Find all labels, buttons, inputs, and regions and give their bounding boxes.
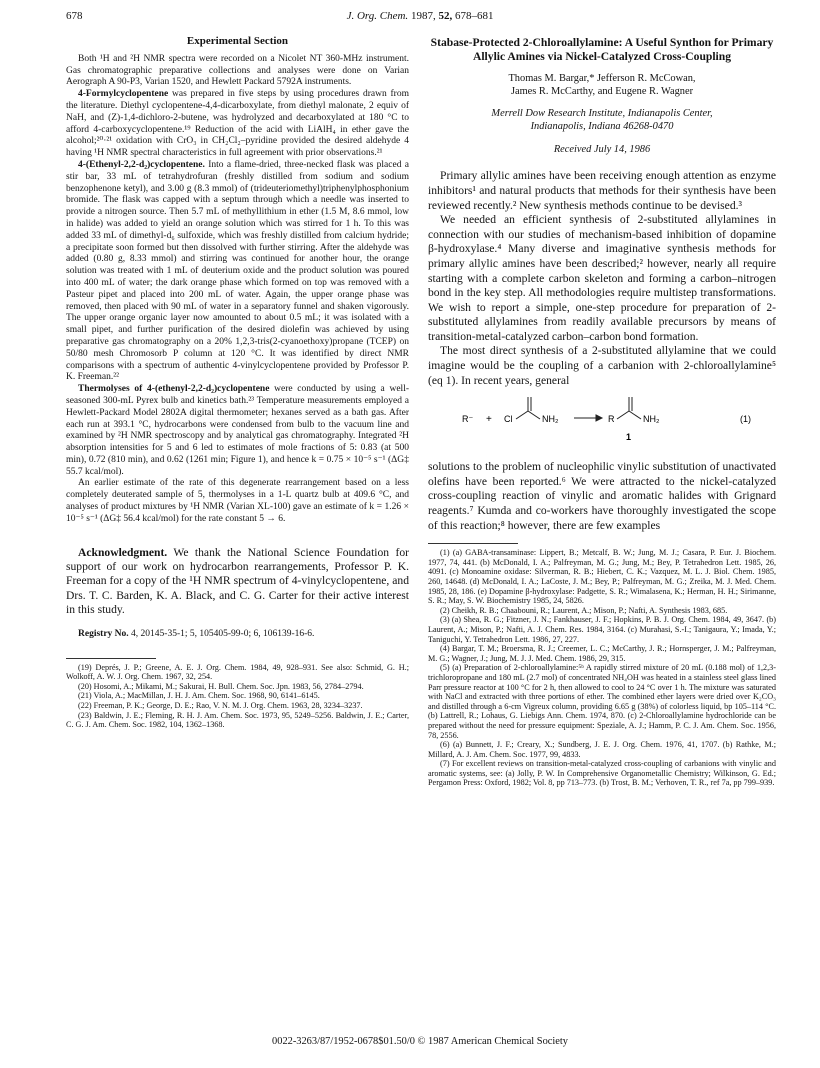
reaction-scheme xyxy=(428,392,776,454)
experimental-section-title: Experimental Section xyxy=(186,35,289,47)
footnote-divider xyxy=(66,658,156,659)
paragraph-lead: 4-(Ethenyl-2,2-d₂)cyclopentene. xyxy=(78,159,205,170)
affiliation-line: Indianapolis, Indiana 46268-0470 xyxy=(530,120,674,132)
amine-label: NH₂ xyxy=(542,414,559,425)
footnote: (6) (a) Bunnett, J. F.; Creary, X.; Sundberg, J. E. J. Org. Chem. 1976, 41, 1707. (b) Rathke, M.; Millard, A. J. Am. Chem. Soc. 1977, 99, 4833. xyxy=(428,740,776,759)
affiliation xyxy=(428,108,776,133)
running-head xyxy=(66,10,774,28)
footnote: (5) (a) Preparation of 2-chloroallylamine:⁵ᵇ A rapidly stirred mixture of 20 mL (0.188 mol) of 1,2,3-trichloropropane and 180 mL (2.7 mol) of concentrated NH₄OH was heated in a stainless steel glass lined Parr pressure reactor at 100 °C for 2 h, then allowed to cool to 24 °C over 1 h. The mixture was saturated with NaCl and extracted with three portions of ether. The combined ether layers were dried over K₂CO₃ and distilled through a 6-cm Vigreux column, providing 6.65 g (38%) of colorless liquid, bp 105–114 °C. (b) Lattrell, R.; Lohaus, G. Liebigs Ann. Chem. 1974, 870. (c) 2-Chloroallylamine hydrochloride can be prepared without the need for pressure equipment: Speziale, A. J.; Hamm, P. C. J. Am. Chem. Soc. 1956, 78, 2556. xyxy=(428,663,776,740)
footnote: (20) Hosomi, A.; Mikami, M.; Sakurai, H. Bull. Chem. Soc. Jpn. 1983, 56, 2784–2794. xyxy=(78,681,364,691)
experimental-paragraph-2 xyxy=(66,89,409,160)
experimental-paragraph-1: Both ¹H and ²H NMR spectra were recorded on a Nicolet NT 360-MHz instrument. Gas chromatographic preparative collections and analyses were done on Varian Aerograph A 90-P3, Varian 1520, and Hewlett Packard 5792A instruments. xyxy=(66,53,409,88)
affiliation-line: Merrell Dow Research Institute, Indianapolis Center, xyxy=(491,108,713,120)
body-paragraph-1: Primary allylic amines have been receiving enough attention as enzyme inhibitors¹ and natural products that methods for their synthesis have been reviewed recently.² New synthesis methods continue to be devised.³ xyxy=(428,169,776,212)
reaction-scheme-svg xyxy=(428,392,776,454)
paragraph-body: Into a flame-dried, three-necked flask was placed a stir bar, 33 mL of tetrahydrofuran (freshly distilled from sodium and sodium benzophenone ketyl), and 3.00 g (8.3 mmol) of (trideuteriomethyl)triphenylphosphonium bromide. The flask was capped with a septum through which a needle was inserted to provide a nitrogen source. Then 5.7 mL of methyllithium in ether (1.5 M, 8.6 mmol, low in halide) was added to yield an orange solution which was stirred for 1 h. To this was added 33 mL of dimethyl-d₆ sulfoxide, which was freshly distilled from calcium hydride; a precipitate soon formed but then dissolved with further stirring. After the aldehyde was added (0.80 g, 8.33 mmol) and stirring was continued for another hour, the orange solution was treated with 1 mL of deuterium oxide and the product solution was poured into 400 mL of water; the dark orange phase which formed on top was removed with a Pasteur pipet and placed into 200 mL of water. Again, the upper orange phase was removed, then placed with 90 mL of water in a separatory funnel and shaken vigorously. The upper orange organic layer now amounted to about 0.5 mL; it was isolated with a small pipet, and further purification of the desired diolefin was achieved by using preparative gas chromatography on a 20% 1,2,3-tris(2-cyanoethoxy)propane (TCEP) on 50/80 mesh Chromosorb P column at 120 °C. It was identified by direct NMR comparisons with a spectrum of authentic 4-vinylcyclopentene provided by Professor P. K. Freeman.²² xyxy=(66,159,409,383)
right-column xyxy=(428,36,776,788)
right-footnotes xyxy=(428,548,776,788)
chloro-label: Cl xyxy=(504,414,513,425)
amine-label: NH₂ xyxy=(643,414,660,425)
substituent-label: R xyxy=(608,414,615,425)
acknowledgment-lead: Acknowledgment. xyxy=(78,545,168,559)
footnote: (4) Bargar, T. M.; Broersma, R. J.; Creemer, L. C.; McCarthy, J. R.; Hornsperger, J. M.; Palfreyman, M. G.; Wagner, J.; Jung, M. J. J. Med. Chem. 1986, 29, 315. xyxy=(428,644,776,663)
footnote: (1) (a) GABA-transaminase: Lippert, B.; Metcalf, B. W.; Jung, M. J.; Casara, P. Eur. J. Biochem. 1977, 74, 441. (b) McDonald, I. A.; Palfreyman, M. G.; Jung, M.; Bey, P. Tetrahedron Lett. 1985, 26, 4091. (c) Monoamine oxidase: Silverman, R. B.; Hiebert, C. K.; Vazquez, M. L. J. Biol. Chem. 1985, 260, 14648. (d) McDonald, I. A.; LaCoste, J. M.; Bey, P.; Palfreyman, M. G.; Zreika, M. J. Med. Chem. 1985, 28, 186. (e) Dopamine β-hydroxylase: Padgette, S. R.; Wimalasena, K.; Herman, H. H.; Sirimanne, S. R.; May, S. W. Biochemistry 1985, 24, 5826. xyxy=(428,548,776,606)
experimental-paragraph-4 xyxy=(66,384,409,478)
left-column xyxy=(66,36,409,730)
body-paragraph-4: solutions to the problem of nucleophilic vinylic substitution of unactivated olefins have been reported.⁶ We were attracted to the nickel-catalyzed cross-coupling reaction of vinylic and aromatic halides with Grignard reagents.⁷ Kumda and co-workers have thoroughly investigated the scope of this reaction;⁸ however, there are few examples xyxy=(428,460,776,532)
left-footnotes xyxy=(66,663,409,730)
experimental-paragraph-5: An earlier estimate of the rate of this degenerate rearrangement based on a less completely deuterated sample of 5, thermolyses in a 1-L quartz bulb at 409.6 °C, and analyses of product mixtures by ¹H NMR (Varian XL-100) gave an estimate of k = 1.26 × 10⁻⁵ s⁻¹ (ΔG‡ 56.4 kcal/mol) for the rate constant 5 → 6. xyxy=(66,478,409,524)
acknowledgment-body: We thank the National Science Foundation for support of our work on hydrocarbon rearrangements, Professor P. K. Freeman for a copy of the ¹H NMR spectrum of 4-vinylcyclopentene, and Drs. T. C. Barden, K. A. Black, and C. G. Carter for their active interest in this study. xyxy=(66,545,409,617)
body-paragraph-3: The most direct synthesis of a 2-substituted allylamine that we could imagine would be the coupling of a carbanion with 2-chloroallylamine⁵ (eq 1). In recent years, general xyxy=(428,344,776,387)
body-paragraph-2: We needed an efficient synthesis of 2-substituted allylamines in connection with our studies of mechanism-based inhibition of dopamine β-hydroxylase.⁴ Many diverse and imaginative synthesis methods for primary allylic amines have been described;² however, nearly all require starting with a complete carbon skeleton and forming a carbon–nitrogen bond in the key step. All methodologies require multistep transformations. We wish to report a simple, one-step procedure for preparation of 2-substituted allylamines from readily available precursors by means of transition-metal-catalyzed carbon–carbon bond formation. xyxy=(428,213,776,343)
authors-line: James R. McCarthy, and Eugene R. Wagner xyxy=(510,85,694,97)
article-title: Stabase-Protected 2-Chloroallylamine: A Useful Synthon for Primary Allylic Amines via Nickel-Catalyzed Cross-Coupling xyxy=(430,36,774,63)
registry-numbers xyxy=(66,628,409,640)
plus-sign: + xyxy=(486,414,492,426)
footnote: (21) Viola, A.; MacMillan, J. H. J. Am. Chem. Soc. 1968, 90, 6141–6145. xyxy=(78,691,320,701)
allylamine-structure xyxy=(617,397,641,419)
paragraph-body: was prepared in five steps by using procedures drawn from the literature. Diethyl cyclopentene-4,4-dicarboxylate, from diethyl malonate, 2 equiv of NaH, and (Z)-1,4-dichloro-2-butene, was hydrolyzed and decarboxylated at 180 °C to afford 4-carboxycyclopentene.¹⁹ Reduction of the acid with LiAlH₄ in ether gave the alcohol;²⁰·²¹ oxidation with CrO₃ in CH₂Cl₂–pyridine provided the desired aldehyde 4 having ¹H NMR spectral characteristics in full agreement with prior observations.²¹ xyxy=(66,89,409,159)
article-body xyxy=(428,169,776,533)
journal-citation xyxy=(66,10,774,22)
footnote: (22) Freeman, P. K.; George, D. E.; Rao, V. N. M. J. Org. Chem. 1963, 28, 3234–3237. xyxy=(78,701,363,711)
registry-lead: Registry No. xyxy=(78,628,129,639)
experimental-paragraph-3 xyxy=(66,160,409,384)
footnote: (23) Baldwin, J. E.; Fleming, R. H. J. Am. Chem. Soc. 1973, 95, 5249–5256. Baldwin, J. E.; Carter, C. G. J. Am. Chem. Soc. 1982, 104, 1362–1368. xyxy=(66,710,409,730)
footnote: (2) Cheikh, R. B.; Chaabouni, R.; Laurent, A.; Mison, P.; Nafti, A. Synthesis 1983, 685. xyxy=(440,605,728,615)
carbanion-label: R⁻ xyxy=(462,414,474,425)
footnote: (3) (a) Shea, R. G.; Fitzner, J. N.; Fankhauser, J. F.; Hopkins, P. B. J. Org. Chem. 1984, 49, 3647. (b) Laurent, A.; Mison, P.; Nafti, A. J. Chem. Res. 1984, 3164. (c) Murahasi, S.-I.; Tanigaura, Y.; Imada, Y.; Taniguchi, Y. Tetrahedron Lett. 1986, 27, 227. xyxy=(428,615,776,644)
page-footer: 0022-3263/87/1952-0678$01.50/0 © 1987 American Chemical Society xyxy=(272,1036,568,1047)
reaction-arrow xyxy=(574,415,602,421)
authors xyxy=(428,73,776,98)
journal-volume: 52, xyxy=(438,10,453,22)
compound-number: 1 xyxy=(626,432,632,443)
registry-body: 4, 20145-35-1; 5, 105405-99-0; 6, 106139-16-6. xyxy=(128,628,315,639)
journal-year: 1987, xyxy=(410,10,436,22)
footnote: (19) Deprés, J. P.; Greene, A. E. J. Org. Chem. 1984, 49, 928–931. See also: Schmid, G. H.; Wolkoff, A. W. J. Org. Chem. 1967, 32, 254. xyxy=(66,662,409,682)
equation-number: (1) xyxy=(740,414,751,425)
paragraph-body: were conducted by using a well-seasoned 300-mL Pyrex bulb and kinetics bath.²³ Temperature measurements employed a Hewlett-Packard Model 2802A digital thermometer; hexanes served as a bath gas. After each run at 393.1 °C, hydrocarbons were condensed from bulb to the vacuum line and examined by ²H NMR spectroscopy and by analytical gas chromatography. Integrated ²H absorption intensities for 5 and 6 led to estimates of mole fractions of 5: 0.83 (at 500 min), 0.72 (810 min), and 0.62 (1261 min; Figure 1), and hence k = 0.75 × 10⁻⁵ s⁻¹ (ΔG‡ 55.7 kcal/mol). xyxy=(66,384,409,477)
authors-line: Thomas M. Bargar,* Jefferson R. McCowan, xyxy=(508,73,696,85)
paragraph-lead: Thermolyses of 4-(ethenyl-2,2-d₂)cyclopentene xyxy=(78,384,270,395)
received-date: Received July 14, 1986 xyxy=(553,143,651,155)
footnote: (7) For excellent reviews on transition-metal-catalyzed cross-coupling of carbanions with vinylic and aromatic systems, see: (a) Jolly, P. W. In Comprehensive Organometallic Chemistry; Wilkinson, G. Ed.; Pergamon Press: Oxford, 1982; Vol. 8, pp 713–773. (b) Trost, B. M.; Verhoven, T. R., ref 7a, pp 799–939. xyxy=(428,759,776,788)
paragraph-lead: 4-Formylcyclopentene xyxy=(78,89,169,100)
footnote-divider xyxy=(428,543,518,544)
acknowledgment xyxy=(66,546,409,618)
journal-name: J. Org. Chem. xyxy=(346,10,409,22)
chloroallylamine-structure xyxy=(516,397,540,419)
journal-pages: 678–681 xyxy=(454,10,494,22)
page-number: 678 xyxy=(66,10,83,22)
